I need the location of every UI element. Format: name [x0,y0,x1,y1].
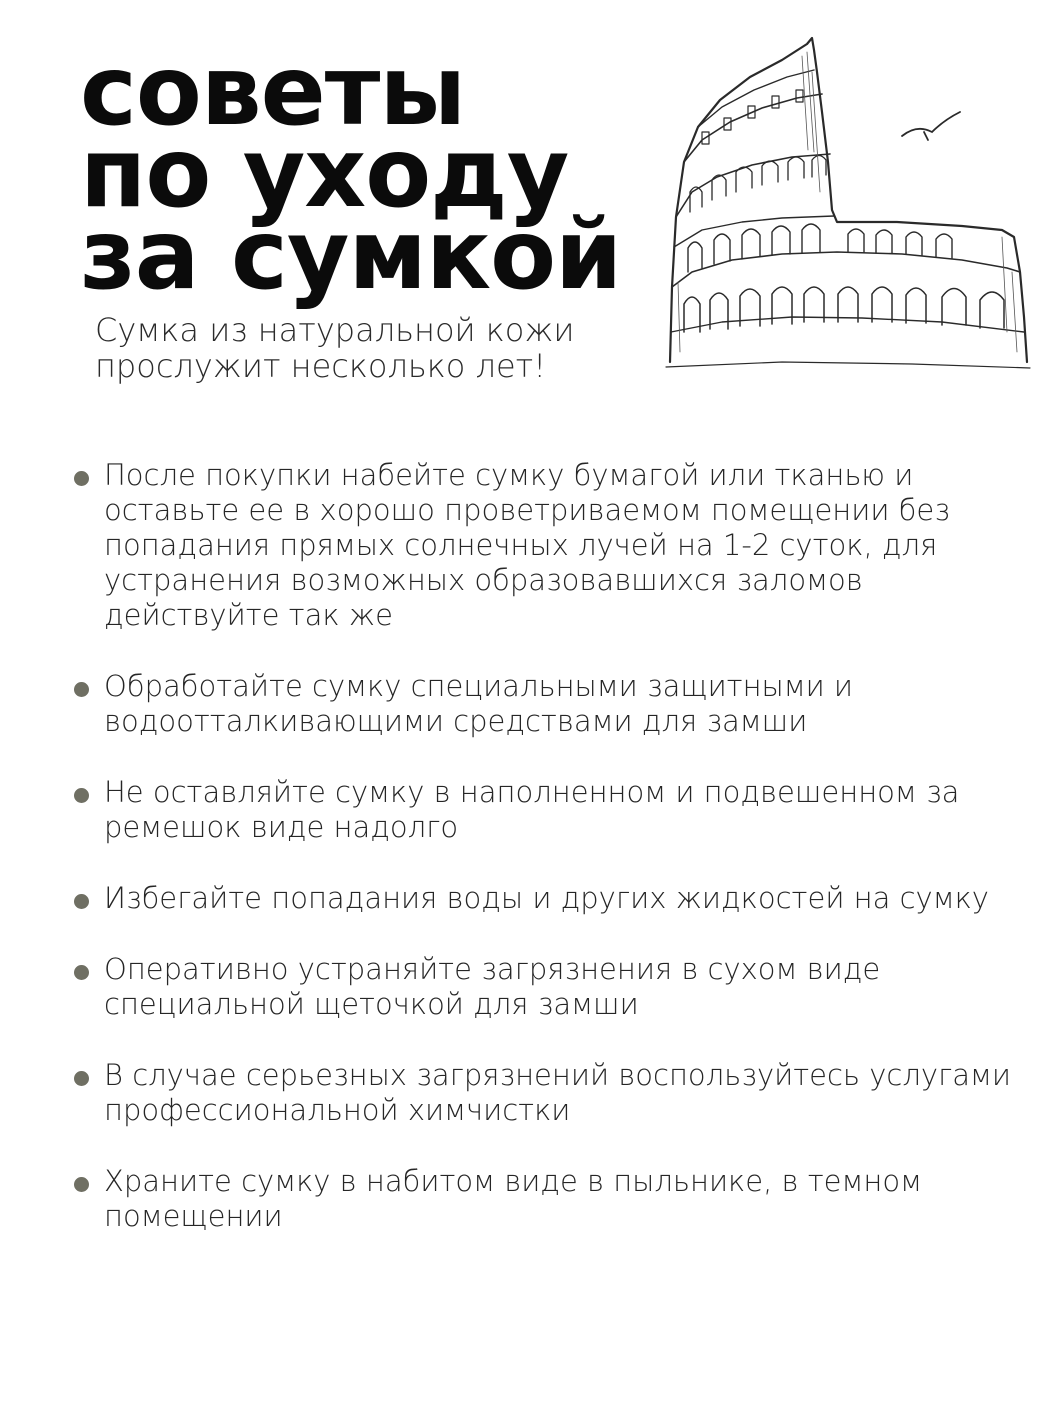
subtitle-line: Сумка из натуральной кожи [95,311,575,349]
bullet-icon [74,894,89,909]
tip-text: Обработайте сумку специальными защитными и водоотталкивающими средствами для замши [104,669,854,738]
list-item [72,881,1012,916]
tips-list [72,458,1012,1270]
title-line: советы [80,35,466,147]
bullet-icon [74,965,89,980]
tip-text: Избегайте попадания воды и других жидкостей на сумку [104,881,989,915]
list-item [72,952,1012,1022]
bird-icon [902,112,960,140]
list-item [72,669,1012,739]
tip-text: Храните сумку в набитом виде в пыльнике, в темном помещении [104,1164,922,1233]
page-title [80,35,640,311]
bullet-icon [74,788,89,803]
tip-text: Оперативно устраняйте загрязнения в сухом виде специальной щеточкой для замши [104,952,881,1021]
bullet-icon [74,682,89,697]
bullet-icon [74,1071,89,1086]
subtitle-line: прослужит несколько лет! [95,347,547,385]
list-item [72,1164,1012,1234]
subtitle [95,312,655,384]
bullet-icon [74,1177,89,1192]
title-line: за сумкой [80,199,622,311]
bullet-icon [74,471,89,486]
list-item [72,458,1012,633]
tip-text: После покупки набейте сумку бумагой или тканью и оставьте ее в хорошо проветриваемом помещении без попадания прямых солнечных лучей на 1-2 суток, для устранения возможных образовавшихся заломов действуйте так же [104,458,950,632]
tip-text: Не оставляйте сумку в наполненном и подвешенном за ремешок виде надолго [104,775,960,844]
title-line: по уходу [80,117,569,229]
tip-text: В случае серьезных загрязнений воспользуйтесь услугами профессиональной химчистки [104,1058,1012,1127]
list-item [72,1058,1012,1128]
list-item [72,775,1012,845]
colosseum-sketch-icon [662,32,1034,377]
